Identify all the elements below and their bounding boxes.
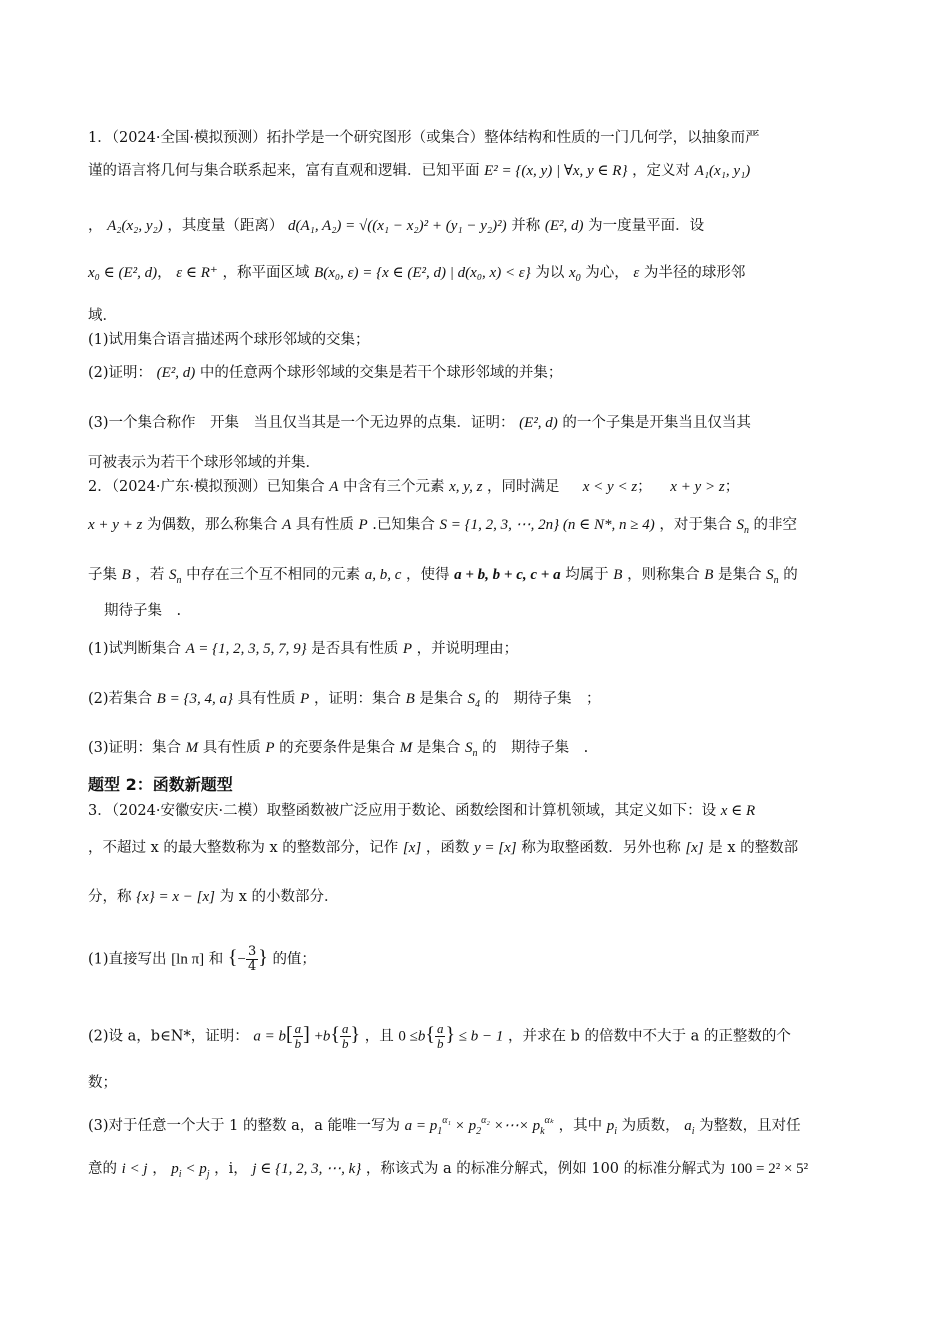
- p3-line3: 分，称 {x} = x − [x] 为 x 的小数部分．: [88, 889, 339, 905]
- p1-q1: (1)试用集合语言描述两个球形邻域的交集；: [88, 332, 370, 348]
- p1-line1: 1．（2024·全国·模拟预测）拓扑学是一个研究图形（或集合）整体结构和性质的一门几何学，以抽象而严: [88, 130, 760, 146]
- p2-line4: 期待子集 .: [104, 603, 182, 619]
- plane-set-formula: E² = {(x, y) | ∀x, y ∈ R}: [484, 163, 628, 179]
- p3-q3-cont: 意的 i < j ， $p_i < p_j$ ，i， j ∈ {1, 2, 3, ⋯, k} ，称该式为 a 的标准分解式，例如 100 的标准分解式为 100 = 2² × 5²: [88, 1161, 809, 1180]
- p3-q3: (3)对于任意一个大于 1 的整数 a，a 能唯一写为 $a = p_1^{\alpha_1} \times p_2^{\alpha_2}$ ×⋯× $p_k^{\alpha_k}$ ，其中 $p_i$ 为质数， $a_i$ 为整数，且对任: [88, 1115, 801, 1137]
- p1-line2: 谨的语言将几何与集合联系起来，富有直观和逻辑．已知平面 E² = {(x, y) | ∀x, y ∈ R} ，定义对 A₁(x₁, y₁): [88, 163, 751, 179]
- p3-q2-cont: 数；: [88, 1075, 117, 1091]
- p3-line2: ，不超过 x 的最大整数称为 x 的整数部分，记作 [x] ，函数 y = [x] 称为取整函数．另外也称 [x] 是 x 的整数部: [88, 840, 799, 856]
- p2-q2: (2)若集合 B = {3, 4, a} 具有性质 P ，证明：集合 B 是集合 $S_4$ 的 期待子集 ；: [88, 691, 601, 710]
- p2-q3: (3)证明：集合 M 具有性质 P 的充要条件是集合 M 是集合 $S_n$ 的 期待子集 .: [88, 740, 589, 759]
- p3-q1: (1)直接写出 [ln π] 和 {− $\frac{3}{4}$ } 的值；: [88, 944, 316, 974]
- p2-line3: 子集 B ，若 $S_n$ 中存在三个互不相同的元素 a, b, c ，使得 a + b, b + c, c + a 均属于 B ，则称集合 B 是集合 $S_n$ 的: [88, 567, 798, 586]
- p3-q2: (2)设 a，b∈N*，证明： a = b[ $\frac{a}{b}$ ] +b{ $\frac{a}{b}$ } ，且 0 ≤b{ $\frac{a}{b}$ } ≤ b − 1 ，并求在 b 的倍数中不大于 a 的正整数的个: [88, 1021, 791, 1051]
- p2-line1: 2．（2024·广东·模拟预测）已知集合 A 中含有三个元素 x, y, z ，同时满足 x < y < z； x + y > z；: [88, 479, 740, 495]
- set-s-formula: S = {1, 2, 3, ⋯, 2n} (n ∈ N*, n ≥ 4): [439, 517, 655, 533]
- p1-q3: (3)一个集合称作 开集 当且仅当其是一个无边界的点集．证明： (E², d) 的一个子集是开集当且仅当其: [88, 415, 751, 431]
- point-a2: A₂(x₂, y₂): [107, 218, 163, 234]
- p2-line2: x + y + z 为偶数，那么称集合 A 具有性质 P .已知集合 S = {1, 2, 3, ⋯, 2n} (n ∈ N*, n ≥ 4) ，对于集合 $S_n$ 的非空: [88, 517, 798, 536]
- p2-q1: (1)试判断集合 A = {1, 2, 3, 5, 7, 9} 是否具有性质 P ，并说明理由；: [88, 641, 519, 657]
- point-a1: A₁(x₁, y₁): [694, 163, 751, 179]
- p1-line3: ， A₂(x₂, y₂) ，其度量（距离） d(A₁, A₂) = √((x₁ − x₂)² + (y₁ − y₂)²) 并称 (E², d) 为一度量平面．设: [88, 218, 705, 234]
- p1-line5: 域．: [88, 308, 117, 324]
- example-factorization: 100 = 2² × 5²: [729, 1161, 809, 1177]
- p3-line1: 3．（2024·安徽安庆·二模）取整函数被广泛应用于数论、函数绘图和计算机领域，其定义如下：设 x ∈ R: [88, 803, 756, 819]
- distance-formula: d(A₁, A₂) = √((x₁ − x₂)² + (y₁ − y₂)²): [287, 218, 507, 234]
- section-heading: 题型 2：函数新题型: [88, 775, 233, 794]
- p1-line4: x₀ ∈ (E², d)， ε ∈ R⁺ ，称平面区域 B(x₀, ε) = {x ∈ (E², d) | d(x₀, x) < ε} 为以 $x_0$ 为心， ε 为半径的球形邻: [88, 265, 746, 284]
- p1-q2: (2)证明： (E², d) 中的任意两个球形邻域的交集是若干个球形邻域的并集；: [88, 365, 563, 381]
- ball-formula: B(x₀, ε) = {x ∈ (E², d) | d(x₀, x) < ε}: [314, 265, 531, 281]
- p1-q3-cont: 可被表示为若干个球形邻域的并集．: [88, 455, 320, 471]
